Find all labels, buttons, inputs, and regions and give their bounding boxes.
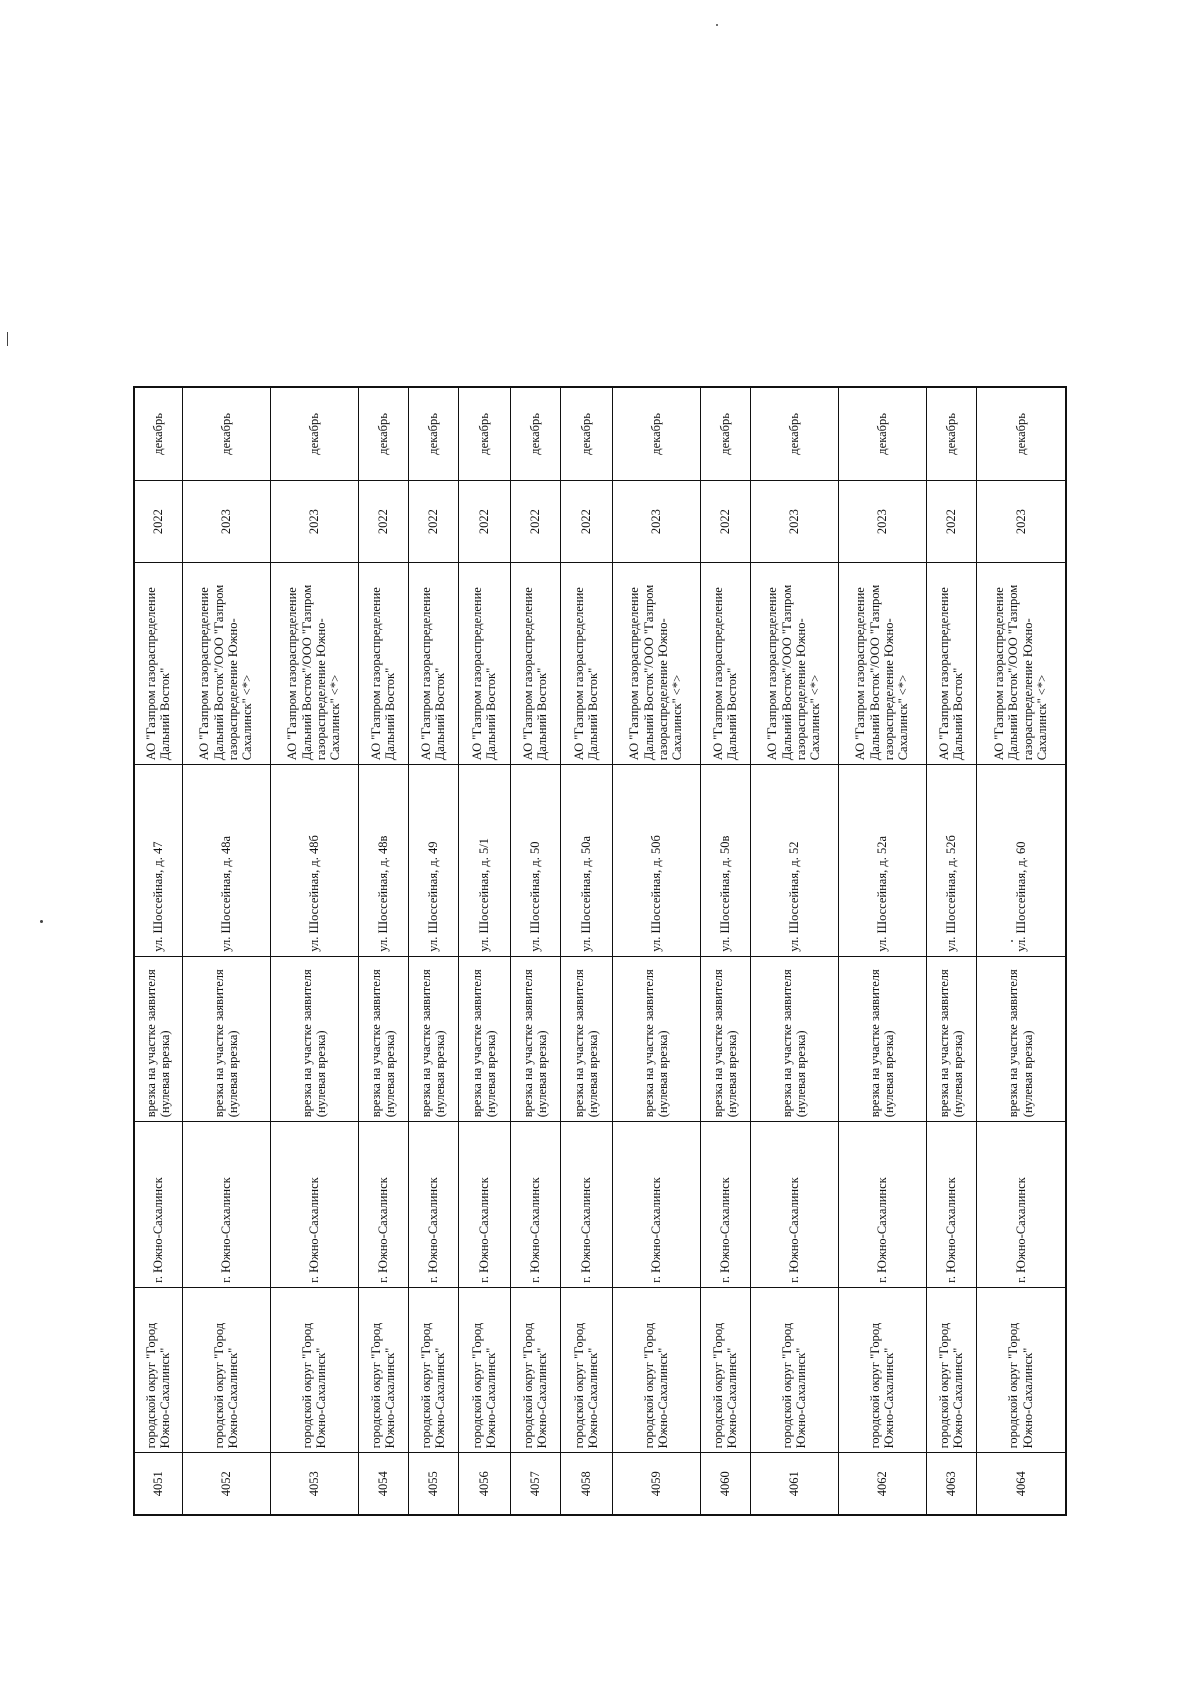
scan-speck <box>716 24 718 26</box>
settlement-cell: г. Южно-Сахалинск <box>612 1122 700 1288</box>
table-row <box>612 387 700 1515</box>
table-row <box>182 387 270 1515</box>
connection-type-cell: врезка на участке заявителя (нулевая врезка) <box>560 956 612 1122</box>
organization-cell: АО "Газпром газораспределение Дальний Восток"/ООО "Газпром газораспределение Южно-Сахалинск" <*> <box>750 563 838 765</box>
table-row <box>560 387 612 1515</box>
organization-cell: АО "Газпром газораспределение Дальний Восток"/ООО "Газпром газораспределение Южно-Сахалинск" <*> <box>976 563 1066 765</box>
address-cell: ул. Шоссейная, д. 52 <box>750 765 838 956</box>
table-row <box>358 387 408 1515</box>
municipality-cell: городской округ "Город Южно-Сахалинск" <box>612 1287 700 1453</box>
address-cell: ул. Шоссейная, д. 60 <box>976 765 1066 956</box>
settlement-cell: г. Южно-Сахалинск <box>408 1122 458 1288</box>
municipality-cell: городской округ "Город Южно-Сахалинск" <box>270 1287 358 1453</box>
address-cell: ул. Шоссейная, д. 48б <box>270 765 358 956</box>
municipality-cell: городской округ "Город Южно-Сахалинск" <box>976 1287 1066 1453</box>
settlement-cell: г. Южно-Сахалинск <box>458 1122 510 1288</box>
organization-cell: АО "Газпром газораспределение Дальний Восток"/ООО "Газпром газораспределение Южно-Сахалинск" <*> <box>612 563 700 765</box>
year-cell: 2023 <box>270 480 358 563</box>
municipality-cell: городской округ "Город Южно-Сахалинск" <box>750 1287 838 1453</box>
year-cell: 2022 <box>408 480 458 563</box>
organization-cell: АО "Газпром газораспределение Дальний Восток" <box>358 563 408 765</box>
settlement-cell: г. Южно-Сахалинск <box>510 1122 560 1288</box>
month-cell: декабрь <box>560 387 612 480</box>
month-cell: декабрь <box>510 387 560 480</box>
table-row <box>458 387 510 1515</box>
table-row <box>838 387 926 1515</box>
settlement-cell: г. Южно-Сахалинск <box>182 1122 270 1288</box>
row-number: 4063 <box>926 1453 976 1515</box>
year-cell: 2023 <box>976 480 1066 563</box>
address-cell: ул. Шоссейная, д. 48в <box>358 765 408 956</box>
municipality-cell: городской округ "Город Южно-Сахалинск" <box>458 1287 510 1453</box>
settlement-cell: г. Южно-Сахалинск <box>270 1122 358 1288</box>
row-number: 4055 <box>408 1453 458 1515</box>
year-cell: 2022 <box>458 480 510 563</box>
year-cell: 2022 <box>358 480 408 563</box>
municipality-cell: городской округ "Город Южно-Сахалинск" <box>408 1287 458 1453</box>
municipality-cell: городской округ "Город Южно-Сахалинск" <box>560 1287 612 1453</box>
municipality-cell: городской округ "Город Южно-Сахалинск" <box>134 1287 182 1453</box>
connection-type-cell: врезка на участке заявителя (нулевая врезка) <box>270 956 358 1122</box>
table-row <box>134 387 182 1515</box>
settlement-cell: г. Южно-Сахалинск <box>358 1122 408 1288</box>
scan-speck <box>7 332 8 346</box>
row-number: 4057 <box>510 1453 560 1515</box>
organization-cell: АО "Газпром газораспределение Дальний Восток" <box>408 563 458 765</box>
organization-cell: АО "Газпром газораспределение Дальний Восток"/ООО "Газпром газораспределение Южно-Сахалинск" <*> <box>182 563 270 765</box>
connection-type-cell: врезка на участке заявителя (нулевая врезка) <box>926 956 976 1122</box>
address-cell: ул. Шоссейная, д. 50в <box>700 765 750 956</box>
municipality-cell: городской округ "Город Южно-Сахалинск" <box>358 1287 408 1453</box>
connection-type-cell: врезка на участке заявителя (нулевая врезка) <box>700 956 750 1122</box>
municipality-cell: городской округ "Город Южно-Сахалинск" <box>510 1287 560 1453</box>
organization-cell: АО "Газпром газораспределение Дальний Восток" <box>510 563 560 765</box>
year-cell: 2022 <box>700 480 750 563</box>
settlement-cell: г. Южно-Сахалинск <box>926 1122 976 1288</box>
month-cell: декабрь <box>612 387 700 480</box>
municipality-cell: городской округ "Город Южно-Сахалинск" <box>700 1287 750 1453</box>
month-cell: декабрь <box>270 387 358 480</box>
settlement-cell: г. Южно-Сахалинск <box>700 1122 750 1288</box>
row-number: 4060 <box>700 1453 750 1515</box>
table-row <box>408 387 458 1515</box>
table-row <box>270 387 358 1515</box>
row-number: 4053 <box>270 1453 358 1515</box>
settlement-cell: г. Южно-Сахалинск <box>976 1122 1066 1288</box>
row-number: 4054 <box>358 1453 408 1515</box>
row-number: 4064 <box>976 1453 1066 1515</box>
month-cell: декабрь <box>182 387 270 480</box>
address-cell: ул. Шоссейная, д. 47 <box>134 765 182 956</box>
address-cell: ул. Шоссейная, д. 50 <box>510 765 560 956</box>
gasification-schedule-table <box>133 386 1067 1516</box>
month-cell: декабрь <box>134 387 182 480</box>
connection-type-cell: врезка на участке заявителя (нулевая врезка) <box>408 956 458 1122</box>
address-cell: ул. Шоссейная, д. 48а <box>182 765 270 956</box>
connection-type-cell: врезка на участке заявителя (нулевая врезка) <box>134 956 182 1122</box>
connection-type-cell: врезка на участке заявителя (нулевая врезка) <box>510 956 560 1122</box>
year-cell: 2023 <box>182 480 270 563</box>
scan-speck <box>40 920 43 923</box>
month-cell: декабрь <box>408 387 458 480</box>
month-cell: декабрь <box>926 387 976 480</box>
organization-cell: АО "Газпром газораспределение Дальний Восток" <box>458 563 510 765</box>
month-cell: декабрь <box>976 387 1066 480</box>
year-cell: 2023 <box>612 480 700 563</box>
year-cell: 2023 <box>838 480 926 563</box>
month-cell: декабрь <box>700 387 750 480</box>
row-number: 4051 <box>134 1453 182 1515</box>
organization-cell: АО "Газпром газораспределение Дальний Восток" <box>700 563 750 765</box>
month-cell: декабрь <box>358 387 408 480</box>
table-row <box>976 387 1066 1515</box>
organization-cell: АО "Газпром газораспределение Дальний Восток"/ООО "Газпром газораспределение Южно-Сахалинск" <*> <box>838 563 926 765</box>
table-row <box>700 387 750 1515</box>
connection-type-cell: врезка на участке заявителя (нулевая врезка) <box>612 956 700 1122</box>
connection-type-cell: врезка на участке заявителя (нулевая врезка) <box>838 956 926 1122</box>
row-number: 4058 <box>560 1453 612 1515</box>
row-number: 4061 <box>750 1453 838 1515</box>
connection-type-cell: врезка на участке заявителя (нулевая врезка) <box>358 956 408 1122</box>
year-cell: 2022 <box>926 480 976 563</box>
organization-cell: АО "Газпром газораспределение Дальний Восток"/ООО "Газпром газораспределение Южно-Сахалинск" <*> <box>270 563 358 765</box>
connection-type-cell: врезка на участке заявителя (нулевая врезка) <box>182 956 270 1122</box>
year-cell: 2023 <box>750 480 838 563</box>
year-cell: 2022 <box>560 480 612 563</box>
municipality-cell: городской округ "Город Южно-Сахалинск" <box>926 1287 976 1453</box>
connection-type-cell: врезка на участке заявителя (нулевая врезка) <box>750 956 838 1122</box>
organization-cell: АО "Газпром газораспределение Дальний Восток" <box>926 563 976 765</box>
organization-cell: АО "Газпром газораспределение Дальний Восток" <box>134 563 182 765</box>
month-cell: декабрь <box>750 387 838 480</box>
address-cell: ул. Шоссейная, д. 5/1 <box>458 765 510 956</box>
scan-speck <box>1011 940 1013 942</box>
row-number: 4052 <box>182 1453 270 1515</box>
address-cell: ул. Шоссейная, д. 50б <box>612 765 700 956</box>
address-cell: ул. Шоссейная, д. 52б <box>926 765 976 956</box>
row-number: 4059 <box>612 1453 700 1515</box>
settlement-cell: г. Южно-Сахалинск <box>134 1122 182 1288</box>
table-row <box>750 387 838 1515</box>
address-cell: ул. Шоссейная, д. 49 <box>408 765 458 956</box>
month-cell: декабрь <box>838 387 926 480</box>
table-row <box>510 387 560 1515</box>
table-row <box>926 387 976 1515</box>
settlement-cell: г. Южно-Сахалинск <box>750 1122 838 1288</box>
settlement-cell: г. Южно-Сахалинск <box>838 1122 926 1288</box>
connection-type-cell: врезка на участке заявителя (нулевая врезка) <box>976 956 1066 1122</box>
year-cell: 2022 <box>510 480 560 563</box>
organization-cell: АО "Газпром газораспределение Дальний Восток" <box>560 563 612 765</box>
municipality-cell: городской округ "Город Южно-Сахалинск" <box>838 1287 926 1453</box>
year-cell: 2022 <box>134 480 182 563</box>
address-cell: ул. Шоссейная, д. 52а <box>838 765 926 956</box>
address-cell: ул. Шоссейная, д. 50а <box>560 765 612 956</box>
settlement-cell: г. Южно-Сахалинск <box>560 1122 612 1288</box>
month-cell: декабрь <box>458 387 510 480</box>
row-number: 4056 <box>458 1453 510 1515</box>
row-number: 4062 <box>838 1453 926 1515</box>
municipality-cell: городской округ "Город Южно-Сахалинск" <box>182 1287 270 1453</box>
connection-type-cell: врезка на участке заявителя (нулевая врезка) <box>458 956 510 1122</box>
